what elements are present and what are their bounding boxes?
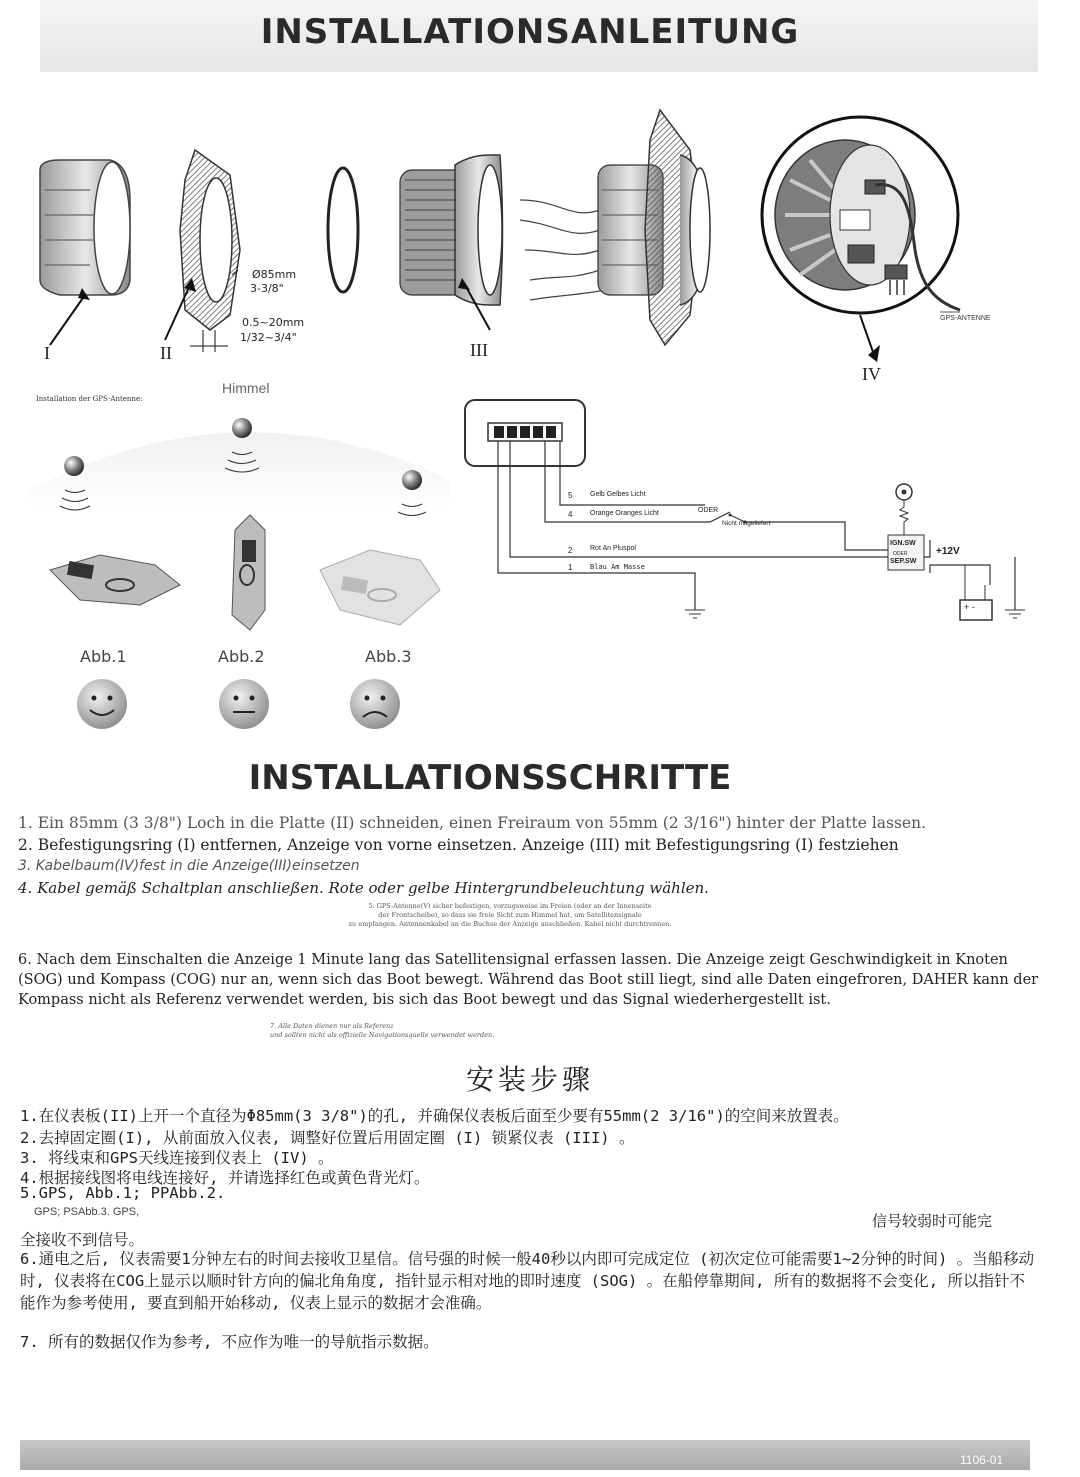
o-ring-drawing bbox=[328, 168, 358, 292]
dim-thickness-in: 1/32~3/4" bbox=[240, 331, 297, 344]
de-step-6: 6. Nach dem Einschalten die Anzeige 1 Minute lang das Satellitensignal erfassen lassen. Die Anzeige zeigt Geschwindigkeit in Knoten (SOG) und Kompass (COG) nur an, wenn sich das Boot bewegt. Während das Boot still liegt, sind alle Daten eingefroren, DAHER kann der Kompass nicht als Referenz verwendet werden, bis sich das Boot bewegt und das Signal wiederhergestellt ist. bbox=[18, 952, 1039, 1008]
harness-detail-drawing bbox=[762, 117, 960, 362]
footer-band bbox=[20, 1440, 1030, 1470]
zh-step-4: 4.根据接线图将电线连接好, 并请选择红色或黄色背光灯。 bbox=[20, 1169, 430, 1187]
satellite-icon bbox=[64, 456, 84, 476]
gps-install-caption: Installation der GPS-Antenne: bbox=[36, 395, 143, 403]
sep-sw-label: SEP.SW bbox=[890, 558, 917, 565]
wiring-diagram bbox=[460, 395, 1040, 635]
dim-diameter-mm: Ø85mm bbox=[252, 268, 297, 281]
label-part-ii: II bbox=[160, 343, 172, 363]
pin5-label: Gelb Gelbes Licht bbox=[590, 491, 646, 498]
zh-step-3: 3. 将线束和GPS天线连接到仪表上 (IV) 。 bbox=[20, 1149, 334, 1167]
zh-step-5-cont: 全接收不到信号。 bbox=[20, 1231, 145, 1249]
de-step-5 bbox=[340, 902, 680, 929]
ign-sw-label: IGN.SW bbox=[890, 540, 916, 547]
plus12v-label: +12V bbox=[936, 546, 960, 557]
de-step-7-line1: 7. Alle Daten dienen nur als Referenz bbox=[270, 1022, 394, 1030]
zh-step-2: 2.去掉固定圈(I), 从前面放入仪表, 调整好位置后用固定圈 (I) 锁紧仪表 (III) 。 bbox=[20, 1129, 635, 1147]
zh-step-5-small: GPS; PSAbb.3. GPS, bbox=[34, 1206, 140, 1218]
document-code: 1106-01 bbox=[960, 1453, 1004, 1467]
fig3-label: Abb.3 bbox=[365, 647, 412, 666]
label-part-iv: IV bbox=[862, 364, 881, 384]
fig2-label: Abb.2 bbox=[218, 647, 265, 666]
de-step-1: 1. Ein 85mm (3 3/8") Loch in die Platte (II) schneiden, einen Freiraum von 55mm (2 3/16") hinter der Platte lassen. bbox=[18, 814, 927, 832]
not-supplied-label: Nicht mitgeliefert bbox=[722, 520, 771, 527]
oder-label: ODER bbox=[698, 507, 719, 514]
dim-diameter-in: 3-3/8" bbox=[250, 282, 284, 295]
satellite-icon bbox=[402, 470, 422, 490]
de-step-2: 2. Befestigungsring (I) entfernen, Anzeige von vorne einsetzen. Anzeige (III) mit Befestigungsring (I) festziehen bbox=[18, 836, 899, 854]
page-title: INSTALLATIONSANLEITUNG bbox=[260, 12, 800, 52]
label-part-iii: III bbox=[470, 340, 488, 360]
de-step-5-line1: 5. GPS-Antenne(V) sicher befestigen, vorzugsweise im Freien (oder an der Innenseite bbox=[368, 902, 652, 910]
zh-step-7: 7. 所有的数据仅作为参考, 不应作为唯一的导航指示数据。 bbox=[20, 1333, 439, 1351]
de-step-5-line2: der Frontscheibe), so dass sie freie Sicht zum Himmel hat, um Satellitensignale bbox=[378, 911, 642, 919]
sad-face-icon bbox=[350, 679, 400, 729]
satellite-icon bbox=[232, 418, 252, 438]
gps-placement-diagram bbox=[20, 400, 460, 730]
gps-antenna-label: GPS-ANTENNE bbox=[940, 315, 991, 322]
steps-title-de: INSTALLATIONSSCHRITTE bbox=[248, 758, 732, 798]
steps-title-zh: 安装步骤 bbox=[465, 1063, 594, 1096]
zh-step-5: 5.GPS, Abb.1; PPAbb.2. bbox=[20, 1184, 226, 1202]
pin2-num: 2 bbox=[568, 546, 573, 555]
de-step-7-line2: und sollten nicht als offizielle Navigationsquelle verwendet werden. bbox=[270, 1031, 495, 1039]
panel-drawing bbox=[165, 150, 240, 352]
de-step-3: 3. Kabelbaum(IV)fest in die Anzeige(III)einsetzen bbox=[18, 858, 360, 874]
assembled-gauge-drawing bbox=[520, 110, 710, 345]
neutral-face-icon bbox=[219, 679, 269, 729]
pin2-label: Rot An Pluspol bbox=[590, 545, 636, 552]
gauge-housing-drawing bbox=[400, 155, 503, 330]
sky-label: Himmel bbox=[222, 380, 270, 396]
dim-thickness-mm: 0.5~20mm bbox=[242, 316, 305, 329]
zh-step-5-right: 信号较弱时可能完 bbox=[872, 1213, 993, 1230]
happy-face-icon bbox=[77, 679, 127, 729]
pin4-label: Orange Oranges Licht bbox=[590, 510, 659, 517]
zh-step-1: 1.在仪表板(II)上开一个直径为Φ85mm(3 3/8")的孔, 并确保仪表板后面至少要有55mm(2 3/16")的空间来放置表。 bbox=[20, 1107, 849, 1125]
battery-signs: + - bbox=[964, 602, 975, 612]
de-step-4: 4. Kabel gemäß Schaltplan anschließen. Rote oder gelbe Hintergrundbeleuchtung wählen. bbox=[18, 879, 709, 897]
pin4-num: 4 bbox=[568, 510, 573, 519]
pin5-num: 5 bbox=[568, 491, 573, 500]
oder-small-label: ODER bbox=[893, 551, 908, 557]
de-step-5-line3: zu empfangen. Antennenkabel an die Buchse der Anzeige anschließen. Kabel nicht durchtrennen. bbox=[348, 920, 672, 928]
label-part-i: I bbox=[44, 343, 50, 363]
pin1-num: 1 bbox=[568, 563, 573, 572]
bezel-ring-drawing bbox=[40, 160, 130, 345]
pin1-label: Blau Am Masse bbox=[590, 563, 645, 571]
fig1-label: Abb.1 bbox=[80, 647, 127, 666]
de-step-7 bbox=[270, 1022, 570, 1040]
zh-step-6: 6.通电之后, 仪表需要1分钟左右的时间去接收卫星信。信号强的时候一般40秒以内即可完成定位 (初次定位可能需要1~2分钟的时间) 。当船移动时, 仪表将在COG上显示以顺时针方向的偏北角角度, 指针显示相对地的即时速度 (SOG) 。在船停靠期间, 所有的数据将不会变化, 所以指针不能作为参考使用, 要直到船开始移动, 仪表上显示的数据才会准确。 bbox=[20, 1250, 1035, 1312]
